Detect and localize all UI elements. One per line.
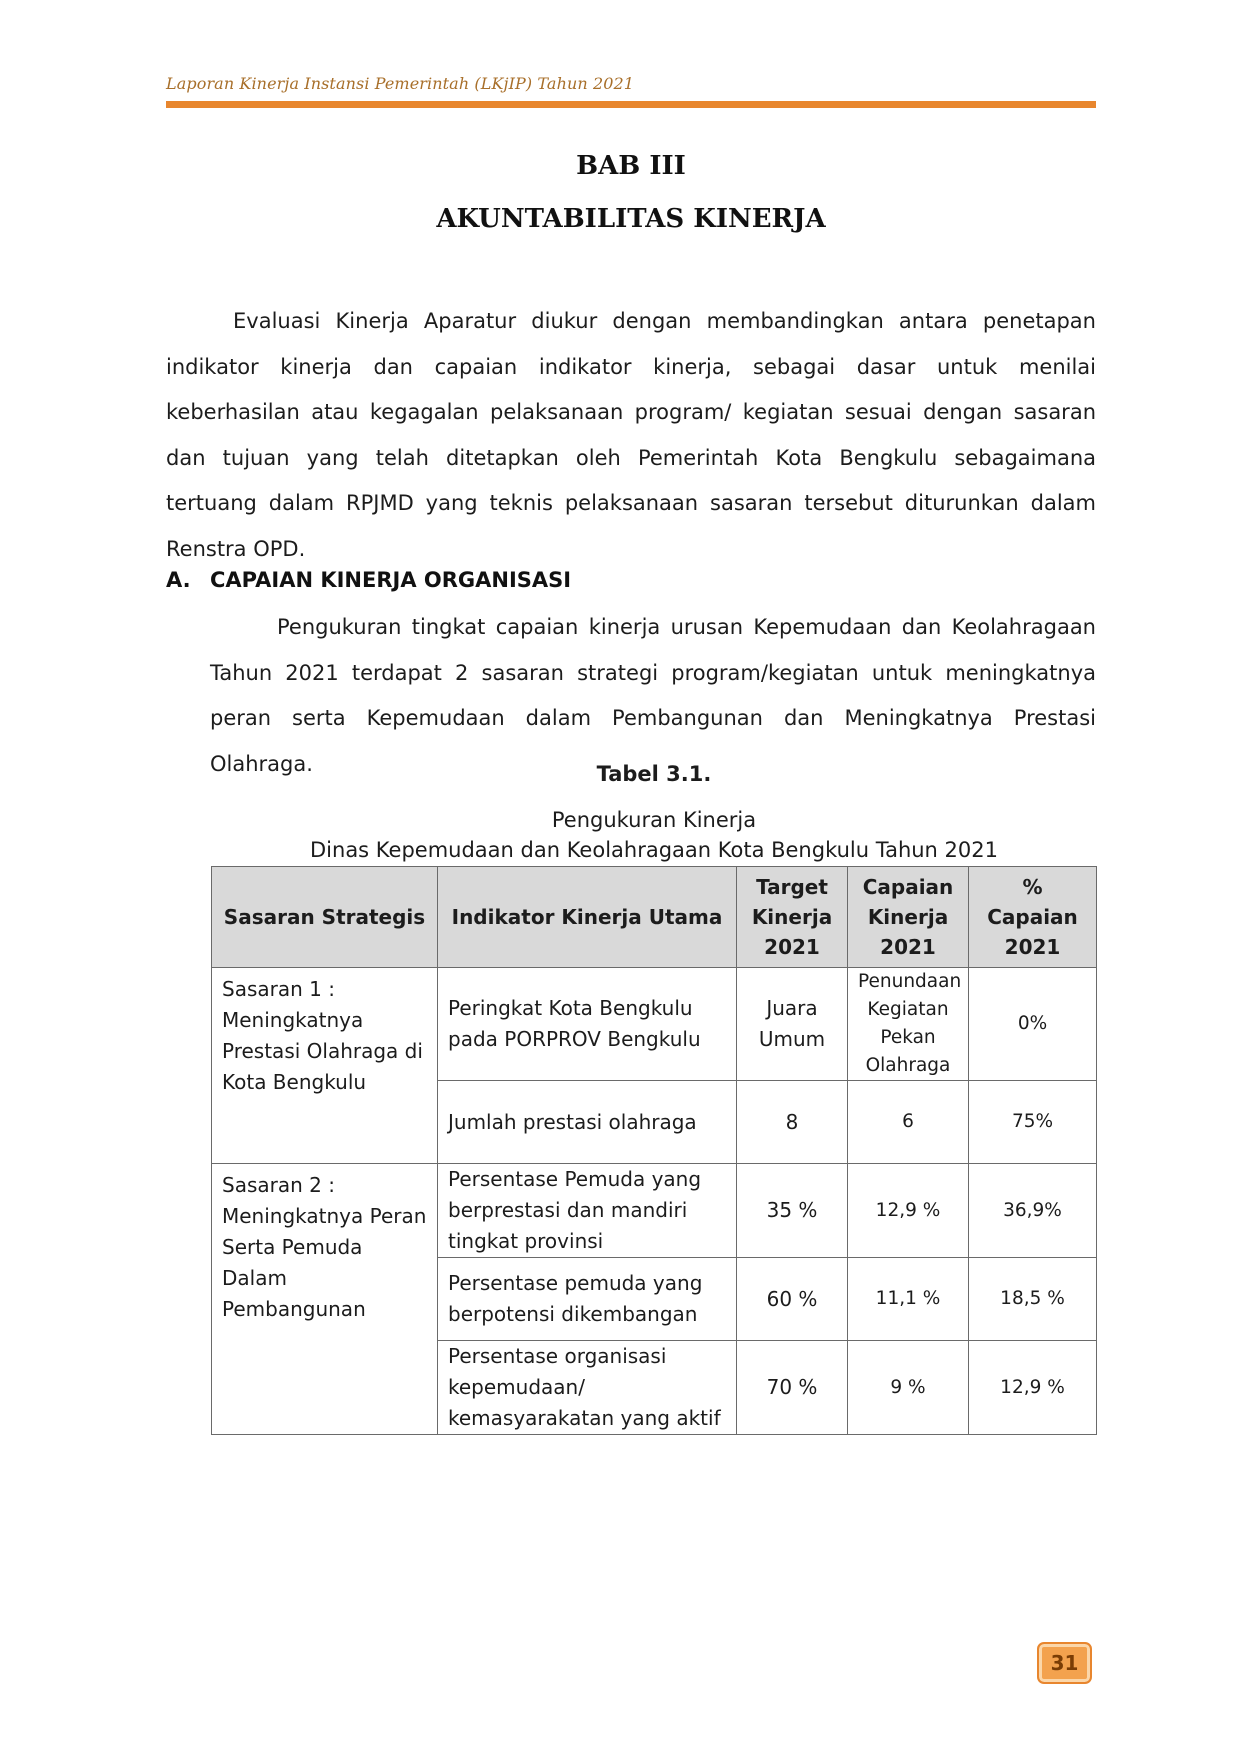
- header-indikator: Indikator Kinerja Utama: [438, 867, 737, 968]
- capaian-cell: Penundaan Kegiatan Pekan Olahraga: [848, 968, 969, 1081]
- header-target: Target Kinerja 2021: [737, 867, 848, 968]
- indikator-cell: Peringkat Kota Bengkulu pada PORPROV Bengkulu: [438, 968, 737, 1081]
- header-sasaran: Sasaran Strategis: [212, 867, 438, 968]
- running-header-title: Laporan Kinerja Instansi Pemerintah (LKjIP) Tahun 2021: [166, 74, 635, 93]
- indikator-cell: Persentase organisasi kepemudaan/ kemasyarakatan yang aktif: [438, 1341, 737, 1435]
- intro-paragraph: Evaluasi Kinerja Aparatur diukur dengan membandingkan antara penetapan indikator kinerja dan capaian indikator kinerja, sebagai dasar untuk menilai keberhasilan atau kegagalan pelaksanaan program/ kegiatan sesuai dengan sasaran dan tujuan yang telah ditetapkan oleh Pemerintah Kota Bengkulu sebagaimana tertuang dalam RPJMD yang teknis pelaksanaan sasaran tersebut diturunkan dalam Renstra OPD.: [166, 309, 1096, 561]
- header-rule: [166, 101, 1096, 108]
- indikator-cell: Persentase Pemuda yang berprestasi dan mandiri tingkat provinsi: [438, 1164, 737, 1258]
- persen-cell: 12,9 %: [969, 1341, 1097, 1435]
- section-number: A.: [166, 568, 191, 592]
- target-cell: 60 %: [737, 1258, 848, 1341]
- target-cell: Juara Umum: [737, 968, 848, 1081]
- sasaran-cell: Sasaran 2 : Meningkatnya Peran Serta Pemuda Dalam Pembangunan: [212, 1164, 438, 1435]
- table-row: [212, 968, 1097, 1081]
- performance-table: [211, 866, 1097, 1435]
- persen-cell: 75%: [969, 1081, 1097, 1164]
- indikator-cell: Jumlah prestasi olahraga: [438, 1081, 737, 1164]
- chapter-number: BAB III: [576, 151, 686, 181]
- target-cell: 35 %: [737, 1164, 848, 1258]
- table-label: Tabel 3.1.: [596, 762, 712, 786]
- table-caption-line1: Pengukuran Kinerja: [551, 808, 757, 832]
- table-header-row: [212, 867, 1097, 968]
- page-number-badge: 31: [1037, 1642, 1092, 1684]
- persen-cell: 36,9%: [969, 1164, 1097, 1258]
- capaian-cell: 9 %: [848, 1341, 969, 1435]
- target-cell: 8: [737, 1081, 848, 1164]
- table-caption-line2: Dinas Kepemudaan dan Keolahragaan Kota Bengkulu Tahun 2021: [310, 838, 998, 862]
- header-capaian: Capaian Kinerja 2021: [848, 867, 969, 968]
- persen-cell: 18,5 %: [969, 1258, 1097, 1341]
- section-paragraph: Pengukuran tingkat capaian kinerja urusan Kepemudaan dan Keolahragaan Tahun 2021 terdapat 2 sasaran strategi program/kegiatan untuk meningkatnya peran serta Kepemudaan dalam Pembangunan dan Meningkatnya Prestasi Olahraga.: [210, 615, 1096, 776]
- persen-cell: 0%: [969, 968, 1097, 1081]
- table-row: [212, 1164, 1097, 1258]
- indikator-cell: Persentase pemuda yang berpotensi dikembangan: [438, 1258, 737, 1341]
- capaian-cell: 12,9 %: [848, 1164, 969, 1258]
- header-persen: % Capaian 2021: [969, 867, 1097, 968]
- section-heading: [166, 568, 571, 592]
- chapter-title: AKUNTABILITAS KINERJA: [436, 204, 826, 234]
- target-cell: 70 %: [737, 1341, 848, 1435]
- sasaran-cell: Sasaran 1 : Meningkatnya Prestasi Olahraga di Kota Bengkulu: [212, 968, 438, 1164]
- capaian-cell: 11,1 %: [848, 1258, 969, 1341]
- capaian-cell: 6: [848, 1081, 969, 1164]
- section-title: CAPAIAN KINERJA ORGANISASI: [210, 568, 572, 592]
